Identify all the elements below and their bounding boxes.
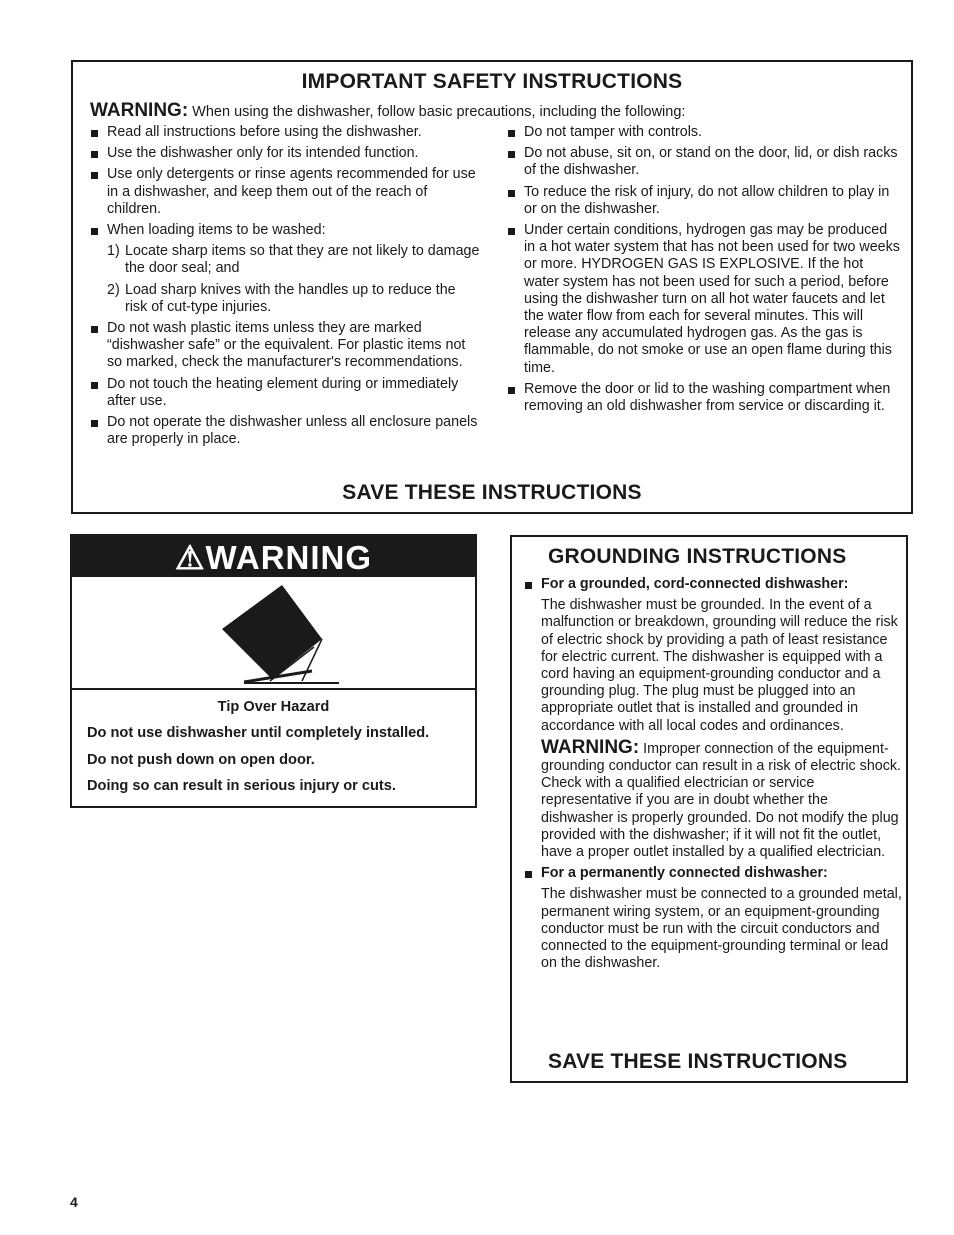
tip-over-hazard-icon xyxy=(214,583,344,685)
list-item: Use the dishwasher only for its intended function. xyxy=(89,145,481,162)
sub-item-text: Load sharp knives with the handles up to reduce the risk of cut-type injuries. xyxy=(125,281,456,315)
hazard-line: Do not push down on open door. xyxy=(87,752,315,768)
list-item: Do not operate the dishwasher unless all enclosure panels are properly in place. xyxy=(89,414,481,448)
grounding-paragraph: The dishwasher must be connected to a grounded metal, permanent wiring system, or an equipment-grounding conductor must be run with the circuit conductors and connected to the equipment-grounding terminal or lead on the dishwasher. xyxy=(541,886,902,972)
grounding-warning xyxy=(523,736,903,861)
warning-header-text: ⚠WARNING xyxy=(174,539,373,576)
list-item: Use only detergents or rinse agents recommended for use in a dishwasher, and keep them out of the reach of children. xyxy=(89,166,481,218)
tip-over-warning-box xyxy=(70,534,477,808)
list-item xyxy=(89,222,481,316)
list-item: Do not wash plastic items unless they are marked “dishwasher safe” or the equivalent. For plastic items not so marked, check the manufacturer's recommendations. xyxy=(89,320,481,372)
sub-item-text: Locate sharp items so that they are not likely to damage the door seal; and xyxy=(125,243,480,277)
safety-right-column xyxy=(506,124,901,419)
sub-item-number: 2) xyxy=(107,281,120,298)
list-item: Read all instructions before using the dishwasher. xyxy=(89,124,481,141)
sub-list xyxy=(107,243,481,316)
sub-list-item xyxy=(107,282,481,316)
warning-text: Improper connection of the equipment-grounding conductor can result in a risk of electric shock. Check with a qualified electrician or service representative if you are in doubt whether the dishwasher is properly grounded. Do not modify the plug provided with the dishwasher; if it will not fit the outlet, have a proper outlet installed by a qualified electrician. xyxy=(541,740,901,861)
list-item: Do not abuse, sit on, or stand on the door, lid, or dish racks of the dishwasher. xyxy=(506,145,901,179)
sub-item-number: 1) xyxy=(107,243,120,260)
grounding-title: GROUNDING INSTRUCTIONS xyxy=(548,545,847,568)
warning-label: WARNING: xyxy=(541,736,640,758)
list-item-text: When loading items to be washed: xyxy=(107,222,326,239)
grounding-paragraph: The dishwasher must be grounded. In the event of a malfunction or breakdown, grounding will reduce the risk of electric shock by providing a path of least resistance for electric current. The dishwasher is equipped with a cord having an equipment-grounding conductor and a grounding plug. The plug must be plugged into an appropriate outlet that is installed and grounded in accordance with all local codes and ordinances. xyxy=(541,597,898,734)
hazard-line: Do not use dishwasher until completely installed. xyxy=(87,725,430,741)
grounding-subheading: For a permanently connected dishwasher: xyxy=(523,865,903,882)
list-item: To reduce the risk of injury, do not allow children to play in or on the dishwasher. xyxy=(506,184,901,218)
grounding-subheading: For a grounded, cord-connected dishwasher: xyxy=(523,576,903,593)
hazard-line: Doing so can result in serious injury or cuts. xyxy=(87,778,396,794)
safety-instructions-box xyxy=(71,60,913,514)
safety-warning-line xyxy=(90,100,685,122)
safety-left-column xyxy=(89,124,481,452)
warning-header xyxy=(72,536,475,577)
save-instructions-heading: SAVE THESE INSTRUCTIONS xyxy=(342,481,642,504)
list-item: Under certain conditions, hydrogen gas may be produced in a hot water system that has not been used for two weeks or more. HYDROGEN GAS IS EXPLOSIVE. If the hot water system has not been used for such a period, before using the dishwasher turn on all hot water faucets and let the water flow from each for several minutes. This will release any accumulated hydrogen gas. As the gas is flammable, do not smoke or use an open flame during this time. xyxy=(506,222,901,377)
warning-label: WARNING: xyxy=(90,100,189,121)
save-instructions-heading: SAVE THESE INSTRUCTIONS xyxy=(548,1050,848,1073)
list-item: Do not touch the heating element during or immediately after use. xyxy=(89,376,481,410)
sub-list-item xyxy=(107,243,481,277)
list-item: Remove the door or lid to the washing compartment when removing an old dishwasher from service or discarding it. xyxy=(506,381,901,415)
warning-text: When using the dishwasher, follow basic precautions, including the following: xyxy=(192,104,686,120)
grounding-instructions-box xyxy=(510,535,908,1083)
page-number: 4 xyxy=(70,1194,78,1210)
hazard-title: Tip Over Hazard xyxy=(217,699,330,715)
list-item: Do not tamper with controls. xyxy=(506,124,901,141)
hazard-illustration-area xyxy=(72,577,475,690)
safety-title: IMPORTANT SAFETY INSTRUCTIONS xyxy=(301,70,683,93)
grounding-body xyxy=(523,576,903,972)
